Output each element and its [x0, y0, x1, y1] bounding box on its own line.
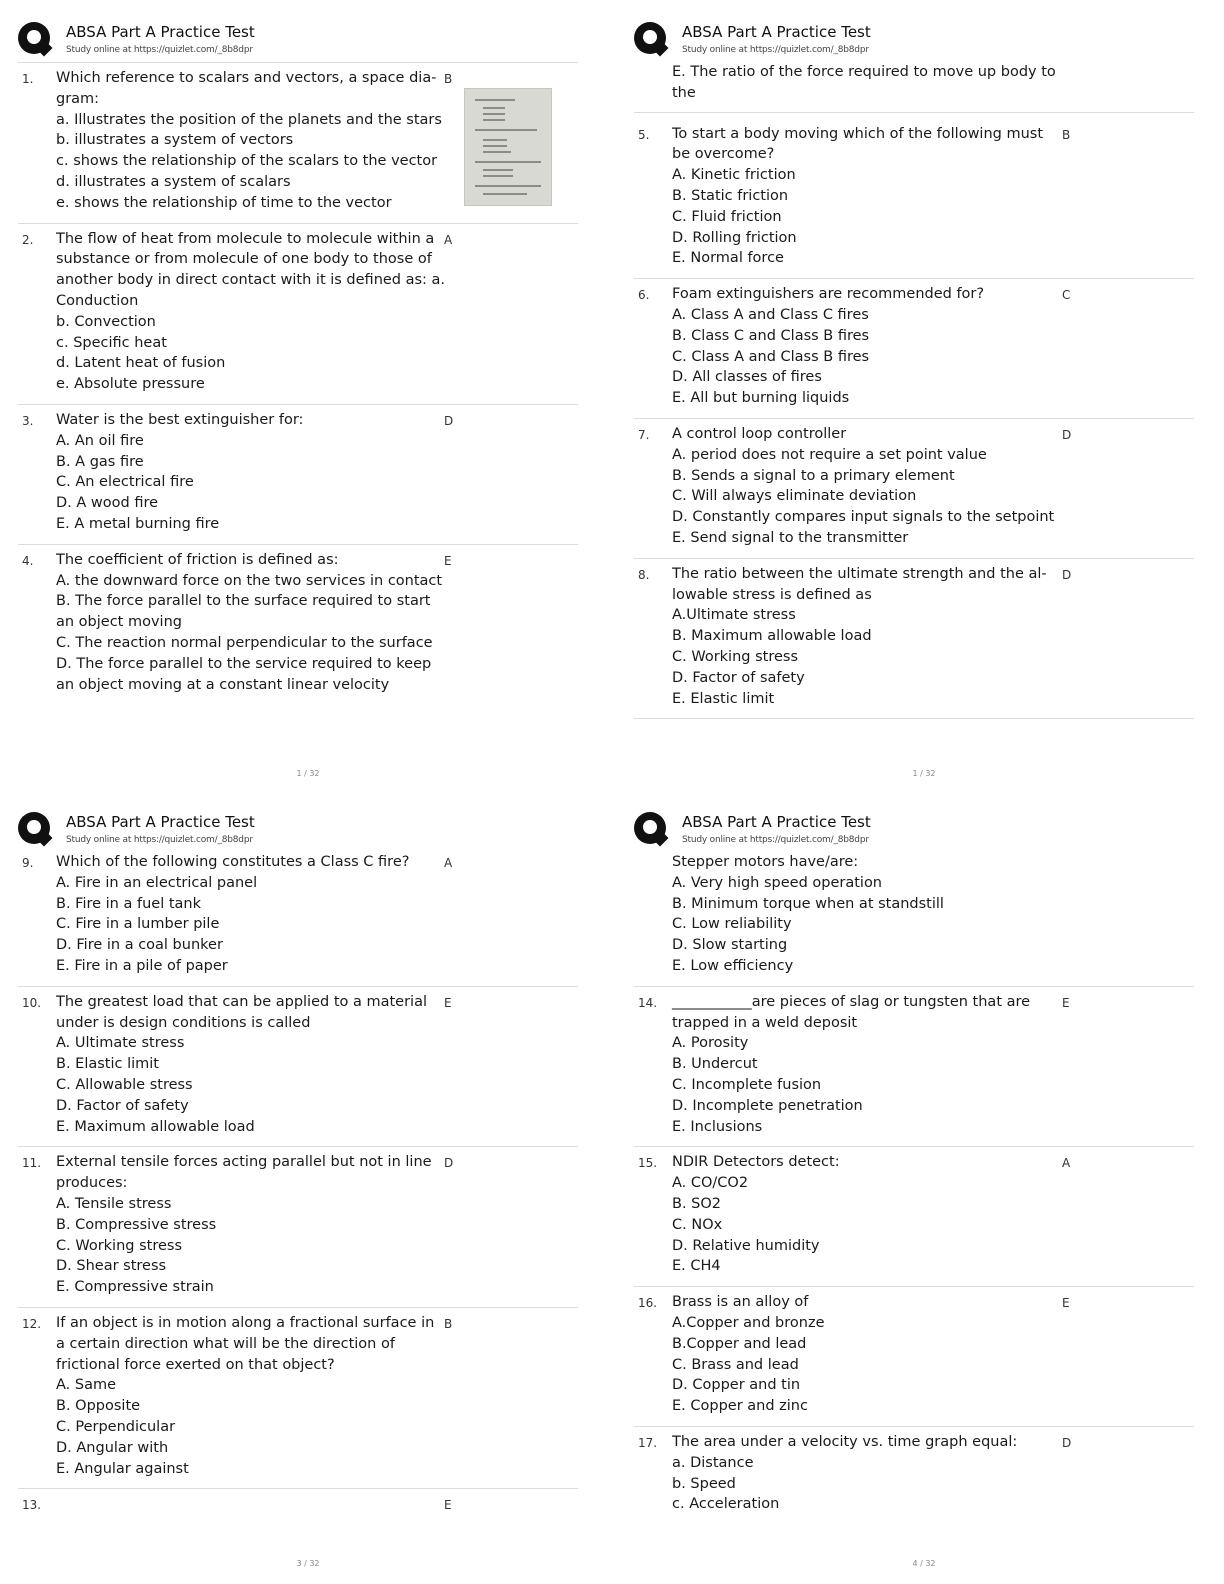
option: B. Opposite	[56, 1398, 141, 1415]
option: b. Convection	[56, 313, 156, 330]
question-number: 13.	[22, 1498, 42, 1513]
question-1	[18, 62, 578, 223]
option: D. Copper and tin	[672, 1377, 801, 1394]
page-subtitle: Study online at https://quizlet.com/_8b8dpr	[66, 835, 253, 845]
page-title: ABSA Part A Practice Test	[66, 813, 255, 831]
option: A. Porosity	[672, 1035, 749, 1052]
option: C. Low reliability	[672, 916, 792, 933]
option: E. Normal force	[672, 250, 784, 267]
option: A.Ultimate stress	[672, 607, 796, 624]
page-number: 1 / 32	[912, 769, 936, 778]
option: c. Specific heat	[56, 334, 167, 351]
page-header	[18, 18, 598, 62]
option: a. Illustrates the position of the planets and the stars	[56, 111, 442, 128]
option: D. The force parallel to the service required to keep an object moving at a constant linear velocity	[56, 655, 432, 693]
question-number: 3.	[22, 413, 34, 428]
option: C. NOx	[672, 1216, 723, 1233]
option: B. Static friction	[672, 187, 789, 204]
option: E. Inclusions	[672, 1118, 763, 1135]
question-text: NDIR Detectors detect:	[672, 1154, 840, 1171]
option: E. Compressive strain	[56, 1279, 214, 1296]
page-header	[634, 18, 1214, 62]
question-7	[634, 418, 1194, 558]
question-text: Which of the following constitutes a Class C fire?	[56, 854, 410, 870]
answer-letter: E	[444, 1498, 452, 1513]
option: D. Relative humidity	[672, 1237, 820, 1254]
option: B.Copper and lead	[672, 1335, 807, 1352]
quizlet-logo-icon	[634, 22, 666, 54]
question-13-continuation	[634, 852, 1194, 986]
option: A. Fire in an electrical panel	[56, 874, 258, 891]
question-9	[18, 852, 578, 986]
question-16	[634, 1286, 1194, 1426]
option: b. Speed	[672, 1475, 736, 1492]
question-4	[18, 544, 578, 705]
option: E. A metal burning fire	[56, 515, 220, 532]
question-number: 2.	[22, 232, 34, 247]
option: D. Shear stress	[56, 1258, 167, 1275]
answer-letter: D	[1062, 567, 1072, 582]
option: e. Absolute pressure	[56, 376, 205, 393]
question-number: 6.	[638, 288, 650, 303]
question-text: Water is the best extinguisher for:	[56, 411, 304, 428]
page-title: ABSA Part A Practice Test	[66, 23, 255, 41]
page-subtitle: Study online at https://quizlet.com/_8b8dpr	[682, 45, 869, 55]
page-subtitle: Study online at https://quizlet.com/_8b8dpr	[66, 45, 253, 55]
option: E. Elastic limit	[672, 690, 775, 707]
question-13	[18, 1488, 578, 1517]
option: B. Undercut	[672, 1056, 758, 1073]
option: A. Ultimate stress	[56, 1035, 185, 1052]
question-11	[18, 1146, 578, 1307]
question-text: Stepper motors have/are:	[672, 854, 859, 870]
question-12	[18, 1307, 578, 1488]
question-5	[634, 119, 1194, 279]
answer-letter: B	[444, 1316, 453, 1331]
question-number: 4.	[22, 553, 34, 568]
option: D. Incomplete penetration	[672, 1097, 863, 1114]
question-14	[634, 986, 1194, 1147]
question-3	[18, 404, 578, 544]
option: E. The ratio of the force required to move up body to the	[672, 64, 1056, 101]
option: e. shows the relationship of time to the vector	[56, 194, 392, 211]
answer-letter: A	[444, 232, 453, 247]
question-number: 14.	[638, 995, 658, 1010]
option: E. Copper and zinc	[672, 1398, 808, 1415]
option: d. Latent heat of fusion	[56, 355, 226, 372]
answer-letter: D	[444, 413, 454, 428]
question-text: Brass is an alloy of	[672, 1294, 809, 1311]
answer-letter: B	[444, 72, 453, 86]
option: B. A gas fire	[56, 453, 144, 470]
option: b. illustrates a system of vectors	[56, 132, 294, 149]
option: A. An oil fire	[56, 432, 144, 449]
question-17	[634, 1426, 1194, 1524]
option: D. Angular with	[56, 1439, 169, 1456]
option: C. Working stress	[56, 1237, 183, 1254]
option: C. Working stress	[672, 648, 799, 665]
option: C. Fluid friction	[672, 208, 782, 225]
option: A. Very high speed operation	[672, 874, 883, 891]
answer-letter: D	[1062, 1435, 1072, 1450]
option: D. Slow starting	[672, 937, 788, 954]
answer-letter: A	[1062, 1156, 1071, 1171]
question-number: 17.	[638, 1435, 658, 1450]
page-title: ABSA Part A Practice Test	[682, 23, 871, 41]
page-header	[18, 808, 598, 852]
question-text: External tensile forces acting parallel but not in line produces:	[56, 1154, 432, 1192]
option: B. Compressive stress	[56, 1216, 217, 1233]
question-8	[634, 558, 1194, 720]
page-subtitle: Study online at https://quizlet.com/_8b8dpr	[682, 835, 869, 845]
page-2	[634, 18, 1214, 778]
option: C. The reaction normal perpendicular to the surface	[56, 634, 433, 651]
answer-letter: E	[444, 553, 452, 568]
question-number: 16.	[638, 1296, 658, 1311]
option: c. shows the relationship of the scalars to the vector	[56, 153, 438, 170]
option: C. Class A and Class B fires	[672, 348, 870, 365]
question-number: 15.	[638, 1156, 658, 1171]
page-number: 1 / 32	[296, 769, 320, 778]
option: d. illustrates a system of scalars	[56, 173, 291, 190]
option: C. Fire in a lumber pile	[56, 916, 220, 933]
question-text: Foam extinguishers are recommended for?	[672, 286, 985, 303]
option: E. Fire in a pile of paper	[56, 957, 228, 974]
answer-letter: E	[444, 995, 452, 1010]
option: C. Brass and lead	[672, 1356, 799, 1373]
option: E. Low efficiency	[672, 957, 794, 974]
answer-letter: A	[444, 856, 453, 870]
answer-letter: E	[1062, 1296, 1070, 1311]
question-10	[18, 986, 578, 1147]
option: A. period does not require a set point value	[672, 446, 987, 463]
option: C. Perpendicular	[56, 1418, 176, 1435]
answer-letter: D	[1062, 427, 1072, 442]
option: D. Constantly compares input signals to the setpoint	[672, 509, 1055, 526]
question-text: To start a body moving which of the following must be overcome?	[672, 125, 1044, 163]
option: D. Factor of safety	[672, 669, 805, 686]
question-15	[634, 1146, 1194, 1286]
option: D. Fire in a coal bunker	[56, 937, 223, 954]
question-number: 9.	[22, 856, 34, 870]
page-4	[634, 808, 1214, 1568]
option: A.Copper and bronze	[672, 1314, 825, 1331]
option: D. Factor of safety	[56, 1097, 189, 1114]
option: A. Tensile stress	[56, 1195, 172, 1212]
quizlet-logo-icon	[18, 22, 50, 54]
question-2	[18, 223, 578, 404]
page-number: 3 / 32	[296, 1559, 320, 1568]
question-text: The greatest load that can be applied to a material under is design conditions is called	[56, 993, 427, 1031]
option: B. Minimum torque when at standstill	[672, 895, 944, 912]
page-1	[18, 18, 598, 778]
option: D. Rolling friction	[672, 229, 797, 246]
question-6	[634, 278, 1194, 418]
answer-letter: E	[1062, 995, 1070, 1010]
question-text: The area under a velocity vs. time graph equal:	[672, 1433, 1018, 1450]
question-text: If an object is in motion along a fractional surface in a certain direction what will be the direction of frictional force exerted on that object?	[56, 1314, 435, 1373]
option: D. A wood fire	[56, 495, 159, 512]
question-text: The coefficient of friction is defined as:	[56, 551, 339, 568]
question-text: The ratio between the ultimate strength and the al-lowable stress is defined as	[672, 565, 1047, 603]
question-number: 10.	[22, 995, 42, 1010]
option: E. CH4	[672, 1258, 721, 1275]
option: B. Elastic limit	[56, 1056, 159, 1073]
option: C. Will always eliminate deviation	[672, 488, 917, 505]
option: B. Sends a signal to a primary element	[672, 467, 955, 484]
question-number: 5.	[638, 127, 650, 142]
option: C. Allowable stress	[56, 1076, 193, 1093]
option: D. All classes of fires	[672, 369, 822, 386]
option: B. Maximum allowable load	[672, 628, 872, 645]
question-text: The flow of heat from molecule to molecule within a substance or from molecule of one body to those of another body in direct contact with it is defined as: a. Conduction	[56, 230, 446, 309]
answer-letter: C	[1062, 288, 1071, 303]
answer-letter: D	[444, 1156, 454, 1171]
question-number: 8.	[638, 567, 650, 582]
question-text: A control loop controller	[672, 425, 847, 442]
option: B. The force parallel to the surface required to start an object moving	[56, 593, 431, 631]
option: A. CO/CO2	[672, 1175, 749, 1192]
option: E. Maximum allowable load	[56, 1118, 255, 1135]
option: C. Incomplete fusion	[672, 1076, 822, 1093]
question-text: Which reference to scalars and vectors, a space dia-gram:	[56, 70, 437, 107]
page-3	[18, 808, 598, 1568]
option: c. Acceleration	[672, 1496, 780, 1513]
option: B. SO2	[672, 1195, 722, 1212]
question-number: 7.	[638, 427, 650, 442]
option: E. Send signal to the transmitter	[672, 529, 909, 546]
quizlet-logo-icon	[634, 812, 666, 844]
option: A. Kinetic friction	[672, 167, 796, 184]
option: A. the downward force on the two services in contact	[56, 572, 443, 589]
page-header	[634, 808, 1214, 852]
page-number: 4 / 32	[912, 1559, 936, 1568]
option: E. All but burning liquids	[672, 390, 850, 407]
question-number: 11.	[22, 1156, 42, 1171]
option: C. An electrical fire	[56, 474, 194, 491]
question-text: ___________are pieces of slag or tungsten that are trapped in a weld deposit	[672, 993, 1031, 1031]
option: E. Angular against	[56, 1460, 189, 1477]
option: B. Fire in a fuel tank	[56, 895, 201, 912]
option: a. Distance	[672, 1454, 754, 1471]
question-continuation	[634, 62, 1194, 113]
option: A. Class A and Class C fires	[672, 306, 869, 323]
quizlet-logo-icon	[18, 812, 50, 844]
answer-letter: B	[1062, 127, 1071, 142]
page-title: ABSA Part A Practice Test	[682, 813, 871, 831]
option: B. Class C and Class B fires	[672, 327, 870, 344]
question-number: 1.	[22, 72, 34, 86]
question-number: 12.	[22, 1316, 42, 1331]
option: A. Same	[56, 1377, 117, 1394]
